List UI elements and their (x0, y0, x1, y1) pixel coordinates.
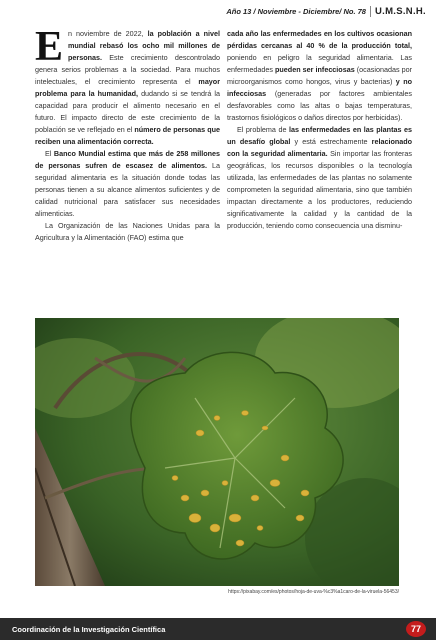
text-run: El (45, 149, 54, 158)
leaf-illustration (35, 318, 399, 586)
text-run: dudando si se tendrá la capacidad para producir el alimento necesario en el futuro. El impacto directo de este crecimiento de la población se ve reflejado en el (35, 89, 220, 134)
paragraph-2 (35, 148, 220, 220)
institution-name: U.M.S.N.H. (374, 6, 426, 17)
bold-run: y no infecciosas (227, 77, 412, 98)
bold-run: número de personas que reciben una alimentación correcta. (35, 125, 220, 146)
bold-run: Banco Mundial estima que más de 258 millones de personas sufren de escasez de alimentos. (35, 149, 221, 170)
paragraph-1 (35, 24, 220, 148)
text-run: y está estrechamente (290, 137, 372, 146)
bold-run: pueden ser infecciosas (275, 65, 355, 74)
bold-run: cada año las enfermedades en los cultivos ocasionan pérdidas cercanas al 40 % de la producción total, (227, 29, 412, 50)
page-number: 77 (406, 621, 426, 637)
photo-credit: https://pixabay.com/es/photos/hoja-de-uva-%c3%a1caro-de-la-viruela-56453/ (228, 589, 399, 595)
text-run: (ocasionadas por microorganismos como hongos, virus y bacterias) (227, 65, 413, 86)
paragraph-3 (35, 220, 220, 244)
text-run: La Organización de las Naciones Unidas para la Agricultura y la Alimentación (FAO) estima que (35, 221, 220, 242)
footer-text: Coordinación de la Investigación Científica (12, 624, 166, 634)
right-column (227, 28, 412, 232)
page-header (226, 6, 426, 17)
bold-run: la población a nivel mundial rebasó los ocho mil millones de personas. (68, 29, 220, 62)
header-divider (370, 6, 371, 17)
text-run: Sin importar las fronteras geográficas, los recursos disponibles o la tecnología utilizada, las enfermedades de las plantas no solamente comprometen la seguridad alimentaria, sino que también impactan directamente a los productores, reduciendo significativamente la calidad y la cantidad de la producción, teniendo como consecuencia una disminu- (227, 149, 412, 230)
page-footer (0, 618, 436, 640)
text-run: n noviembre de 2022, (68, 29, 148, 38)
issue-info: Año 13 / Noviembre - Diciembre/ No. 78 (226, 7, 366, 16)
text-run: El problema de (237, 125, 289, 134)
paragraph-5 (227, 124, 412, 232)
text-run: La seguridad alimentaria es la situación donde todas las personas tienen a su alcance alimentos suficientes y de calidad nutricional para satisfacer sus necesidades alimenticias. (35, 161, 220, 218)
grape-leaf-photo (35, 318, 399, 586)
text-run: Este crecimiento descontrolado genera serios problemas a la sociedad. Para muchos intelectuales, el crecimiento representa el (35, 53, 220, 86)
left-column (35, 24, 221, 244)
bold-run: mayor problema para la humanidad, (35, 77, 220, 98)
text-run: poniendo en peligro la seguridad alimentaria. Las enfermedades (227, 53, 412, 74)
bold-run: relacionado con la seguridad alimentaria. (227, 137, 412, 158)
bold-run: las enfermedades en las plantas es un desafío global (227, 125, 412, 146)
drop-cap: E (35, 24, 64, 70)
paragraph-4 (227, 28, 412, 124)
text-run: (generadas por factores ambientales desfavorables como las altas o bajas temperaturas, trastornos fisiológicos o daños directos por herbicidas). (227, 89, 412, 122)
